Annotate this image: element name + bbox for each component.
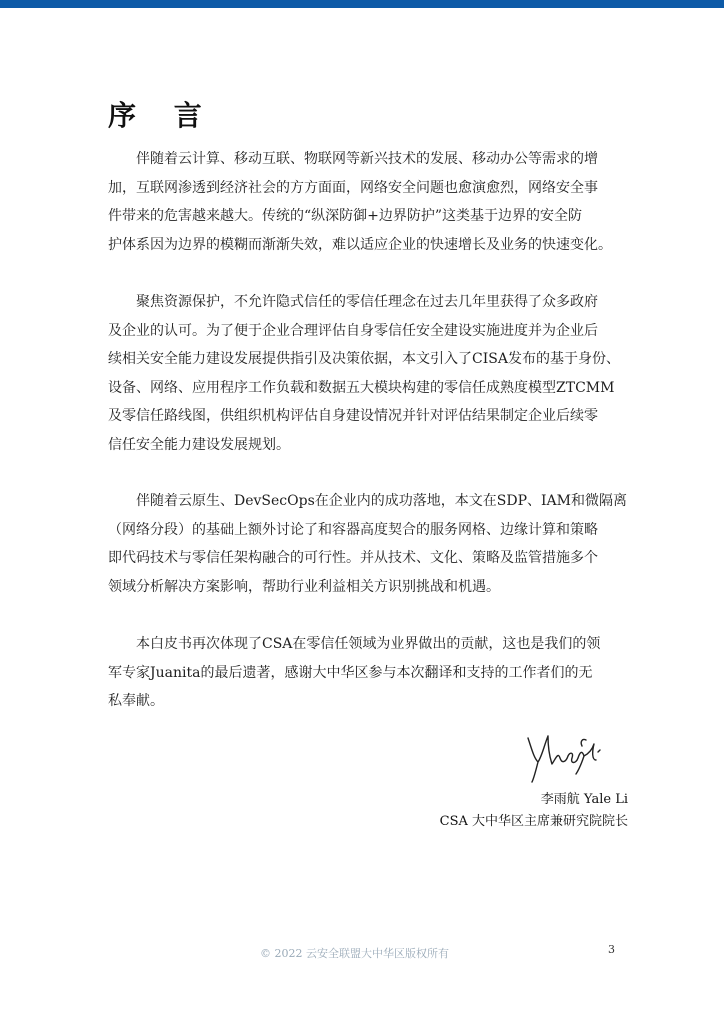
page-number: 3 (608, 943, 615, 956)
paragraph-line: 护体系因为边界的模糊而渐渐失效，难以适应企业的快速增长及业务的快速变化。 (108, 236, 612, 253)
paragraph-line: 私奉献。 (108, 693, 164, 709)
signer-name: 李雨航 Yale Li (540, 792, 628, 807)
paragraph-line: 设备、网络、应用程序工作负载和数据五大模块构建的零信任成熟度模型ZTCMM (108, 379, 615, 396)
paragraph-line: 伴随着云原生、DevSecOps在企业内的成功落地，本文在SDP、IAM和微隔离 (108, 493, 627, 509)
handwritten-signature (522, 728, 606, 784)
paragraph-1 (108, 145, 628, 259)
paragraph-line: 军专家Juanita的最后遗著，感谢大中华区参与本次翻译和支持的工作者们的无 (108, 664, 593, 681)
paragraph-line: 本白皮书再次体现了CSA在零信任领域为业界做出的贡献，这也是我们的领 (108, 636, 601, 652)
paragraph-3 (108, 487, 628, 601)
paragraph-4 (108, 630, 628, 716)
paragraph-2 (108, 288, 628, 459)
page-title: 序 言 (108, 99, 216, 132)
paragraph-line: （网络分段）的基础上额外讨论了和容器高度契合的服务网格、边缘计算和策略 (108, 521, 598, 538)
signer-title: CSA 大中华区主席兼研究院院长 (439, 814, 628, 829)
paragraph-line: 即代码技术与零信任架构融合的可行性。并从技术、文化、策略及监管措施多个 (108, 550, 598, 566)
paragraph-line: 聚焦资源保护，不允许隐式信任的零信任理念在过去几年里获得了众多政府 (108, 294, 598, 310)
footer-copyright: © 2022 云安全联盟大中华区版权所有 (260, 947, 449, 960)
paragraph-line: 信任安全能力建设发展规划。 (108, 436, 290, 453)
paragraph-line: 及零信任路线图，供组织机构评估自身建设情况并针对评估结果制定企业后续零 (108, 408, 598, 424)
paragraph-line: 及企业的认可。为了便于企业合理评估自身零信任安全建设实施进度并为企业后 (108, 322, 598, 339)
paragraph-line: 加，互联网渗透到经济社会的方方面面，网络安全问题也愈演愈烈，网络安全事 (108, 179, 598, 196)
paragraph-line: 伴随着云计算、移动互联、物联网等新兴技术的发展、移动办公等需求的增 (108, 151, 598, 167)
top-accent-bar (0, 0, 724, 8)
paragraph-line: 件带来的危害越来越大。传统的“纵深防御+边界防护”这类基于边界的安全防 (108, 208, 583, 224)
paragraph-line: 续相关安全能力建设发展提供指引及决策依据，本文引入了CISA发布的基于身份、 (108, 351, 620, 367)
paragraph-line: 领域分析解决方案影响，帮助行业利益相关方识别挑战和机遇。 (108, 578, 500, 595)
